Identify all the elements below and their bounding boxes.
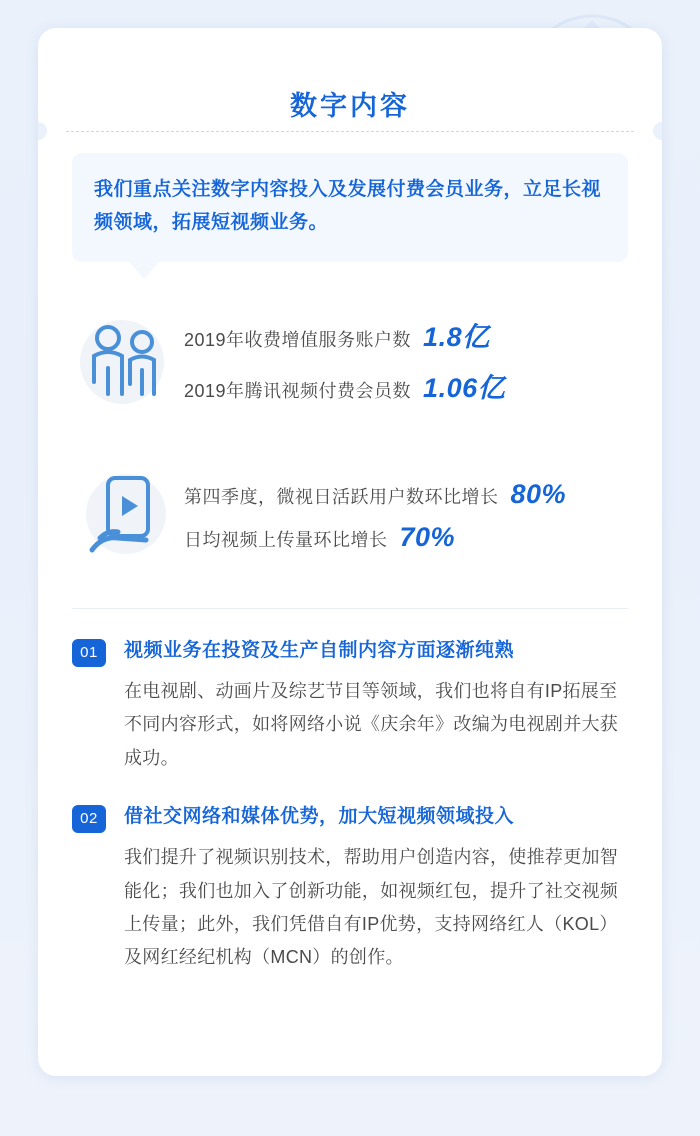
stat-row <box>184 315 628 354</box>
content-card <box>38 28 662 1076</box>
divider-notch-left <box>38 122 47 140</box>
stat-row <box>184 522 628 553</box>
lead-callout <box>72 153 628 262</box>
stat-rows <box>180 315 628 405</box>
item-number-badge: 02 <box>72 805 106 833</box>
stat-value: 80% <box>510 478 567 509</box>
hand-holding-phone-play-icon <box>72 464 180 568</box>
two-people-icon <box>72 308 180 412</box>
item-title: 视频业务在投资及生产自制内容方面逐渐纯熟 <box>124 639 515 661</box>
stat-label: 2019年收费增值服务账户数 <box>184 329 412 350</box>
stat-label: 2019年腾讯视频付费会员数 <box>184 380 412 401</box>
stat-label: 第四季度，微视日活跃用户数环比增长 <box>184 486 499 507</box>
stat-block-users <box>72 308 628 412</box>
list-item <box>72 637 628 775</box>
stat-label: 日均视频上传量环比增长 <box>184 529 388 550</box>
item-body: 我们提升了视频识别技术，帮助用户创造内容，使推荐更加智能化；我们也加入了创新功能，如视频红包，提升了社交视频上传量；此外，我们凭借自有IP优势，支持网络红人（KOL）及网红经纪机构（MCN）的创作。 <box>124 847 619 968</box>
item-title: 借社交网络和媒体优势，加大短视频领域投入 <box>124 805 515 827</box>
list-item <box>72 803 628 975</box>
section-divider <box>72 608 628 609</box>
stat-value: 70% <box>399 521 456 552</box>
item-number-badge: 01 <box>72 639 106 667</box>
stat-value: 1.06亿 <box>423 372 506 403</box>
lead-text: 我们重点关注数字内容投入及发展付费会员业务，立足长视频领域，拓展短视频业务。 <box>72 153 628 262</box>
header-divider <box>66 131 634 132</box>
stat-rows <box>180 479 628 553</box>
stat-row <box>184 479 628 510</box>
item-body: 在电视剧、动画片及综艺节目等领域，我们也将自有IP拓展至不同内容形式，如将网络小说《庆余年》改编为电视剧并大获成功。 <box>124 681 619 768</box>
stat-value: 1.8亿 <box>423 321 490 352</box>
stat-block-video <box>72 464 628 568</box>
divider-notch-right <box>653 122 662 140</box>
lead-callout-tail <box>128 261 160 279</box>
stat-row <box>184 366 628 405</box>
page-title: 数字内容 <box>290 91 410 121</box>
